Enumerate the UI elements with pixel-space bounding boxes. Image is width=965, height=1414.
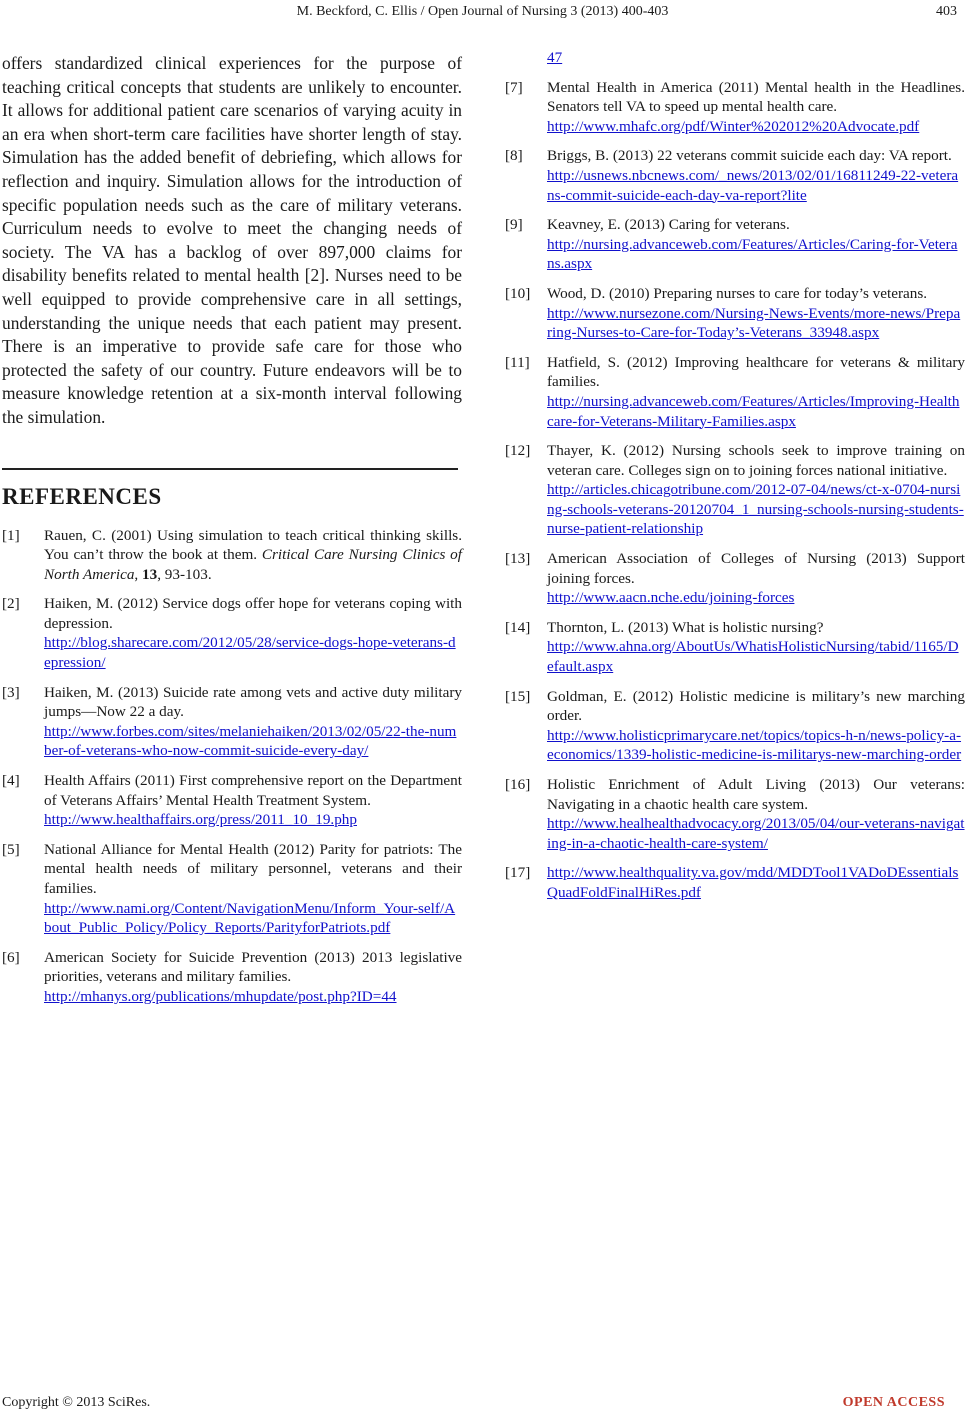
reference-text: Health Affairs (2011) First comprehensive report on the Department of Veterans Affairs’ Mental Health Treatment System. xyxy=(44,772,462,809)
reference-text: Thayer, K. (2012) Nursing schools seek to improve training on veteran care. Colleges sign on to joining forces national initiative. xyxy=(547,442,965,479)
reference-text: American Association of Colleges of Nursing (2013) Support joining forces. xyxy=(547,550,965,587)
reference-text: Wood, D. (2010) Preparing nurses to care for today’s veterans. xyxy=(547,284,928,302)
reference-link[interactable]: http://www.nami.org/Content/NavigationMenu/Inform_Your-self/About_Public_Policy/Policy_Reports/ParityforPatriots.pdf xyxy=(44,899,456,937)
reference-item xyxy=(505,353,965,431)
reference-body xyxy=(547,441,965,539)
reference-item xyxy=(2,840,462,938)
reference-body xyxy=(547,146,965,205)
reference-body xyxy=(547,284,965,343)
reference-item xyxy=(505,687,965,765)
reference-number: [15] xyxy=(505,687,531,705)
journal-volume: 13 xyxy=(142,565,158,583)
reference-body xyxy=(547,618,965,677)
body-paragraph: offers standardized clinical experiences for the purpose of teaching critical concepts that students are unlikely to encounter. It allows for additional patient care scenarios of varying acuity in an era when short-term care facilities have shorter length of stay. Simulation has the added benefit of debriefing, which allows for reflection and inquiry. Simulation allows for the introduction of specific population needs such as the care of military veterans. Curriculum needs to evolve to meet the changing needs of society. The VA has a backlog of over 897,000 claims for disability benefits related to mental health [2]. Nurses need to be well equipped to provide comprehensive care in all settings, understanding the unique needs that each patient may present. There is an imperative to provide safe care for those who protected the safety of our country. Future endeavors will be to measure knowledge retention at a six-month interval following the simulation. xyxy=(2,53,462,427)
reference-item xyxy=(505,775,965,853)
reference-link[interactable]: http://www.ahna.org/AboutUs/WhatisHolisticNursing/tabid/1165/Default.aspx xyxy=(547,638,959,676)
reference-item xyxy=(505,215,965,274)
reference-item xyxy=(505,441,965,539)
reference-body xyxy=(547,687,965,765)
reference-link[interactable]: http://www.healthaffairs.org/press/2011_10_19.php xyxy=(44,811,357,829)
reference-link[interactable]: http://articles.chicagotribune.com/2012-07-04/news/ct-x-0704-nursing-schools-veterans-20120704_1_nursing-schools-nursing-students-nurse-patient-relationship xyxy=(547,481,964,538)
reference-body xyxy=(44,840,462,938)
reference-number: [4] xyxy=(2,772,20,790)
reference-body xyxy=(44,683,462,761)
reference-item xyxy=(2,594,462,672)
reference-number: [12] xyxy=(505,442,531,460)
running-header xyxy=(0,0,965,24)
reference-item xyxy=(2,683,462,761)
reference-item xyxy=(505,78,965,137)
reference-item xyxy=(505,284,965,343)
reference-item xyxy=(505,863,965,902)
reference-text: Goldman, E. (2012) Holistic medicine is military’s new marching order. xyxy=(547,687,965,725)
left-column xyxy=(2,52,462,1017)
references-list-right xyxy=(505,78,965,903)
reference-number: [9] xyxy=(505,216,523,234)
section-divider xyxy=(2,468,458,470)
reference-text: Keavney, E. (2013) Caring for veterans. xyxy=(547,216,790,234)
reference-item xyxy=(2,948,462,1007)
reference-text: Haiken, M. (2012) Service dogs offer hope for veterans coping with depression. xyxy=(44,595,462,632)
reference-link-continuation[interactable]: 47 xyxy=(547,49,563,66)
page-footer xyxy=(2,1394,945,1412)
running-head-title: M. Beckford, C. Ellis / Open Journal of Nursing 3 (2013) 400-403 xyxy=(296,4,669,19)
reference-item xyxy=(505,618,965,677)
reference-body xyxy=(547,549,965,608)
reference-text: Hatfield, S. (2012) Improving healthcare for veterans & military families. xyxy=(547,353,965,391)
reference-number: [7] xyxy=(505,78,523,96)
page-number: 403 xyxy=(936,4,957,19)
reference-text: Rauen, C. (2001) Using simulation to teach critical thinking skills. You can’t throw the book at them. Critical Care Nursing Clinics of North America, 13, 93-103. xyxy=(44,526,462,583)
reference-number: [2] xyxy=(2,595,20,613)
reference-body xyxy=(547,863,965,902)
reference-link[interactable]: http://www.aacn.nche.edu/joining-forces xyxy=(547,589,795,607)
reference-number: [17] xyxy=(505,864,531,882)
reference-text: Thornton, L. (2013) What is holistic nursing? xyxy=(547,618,824,636)
reference-number: [5] xyxy=(2,840,20,858)
reference-text: Haiken, M. (2013) Suicide rate among vets and active duty military jumps—Now 22 a day. xyxy=(44,683,462,721)
reference-link[interactable]: http://www.holisticprimarycare.net/topics/topics-h-n/news-policy-a-economics/1339-holistic-medicine-is-militarys-new-marching-order xyxy=(547,726,962,764)
reference-body xyxy=(547,78,965,137)
journal-title: Critical Care Nursing Clinics of North America xyxy=(44,546,462,583)
reference-text: National Alliance for Mental Health (2012) Parity for patriots: The mental health needs of military personnel, veterans and their families. xyxy=(44,840,462,897)
reference-number: [1] xyxy=(2,526,20,544)
reference-number: [11] xyxy=(505,353,530,371)
reference-link[interactable]: http://nursing.advanceweb.com/Features/Articles/Caring-for-Veterans.aspx xyxy=(547,235,958,273)
reference-item xyxy=(2,771,462,830)
reference-item xyxy=(2,526,462,585)
reference-link[interactable]: http://nursing.advanceweb.com/Features/Articles/Improving-Healthcare-for-Veterans-Military-Families.aspx xyxy=(547,392,960,430)
reference-text: American Society for Suicide Prevention (2013) 2013 legislative priorities, veterans and military families. xyxy=(44,948,462,986)
reference-link[interactable]: http://mhanys.org/publications/mhupdate/post.php?ID=44 xyxy=(44,987,397,1005)
reference-number: [3] xyxy=(2,683,20,701)
reference-link[interactable]: http://www.healthquality.va.gov/mdd/MDDTool1VADoDEssentialsQuadFoldFinalHiRes.pdf xyxy=(547,864,959,901)
open-access-label: OPEN ACCESS xyxy=(842,1395,945,1410)
reference-number: [16] xyxy=(505,776,531,793)
reference-body xyxy=(547,775,965,853)
reference-link[interactable]: http://blog.sharecare.com/2012/05/28/service-dogs-hope-veterans-depression/ xyxy=(44,634,456,672)
reference-link[interactable]: http://www.mhafc.org/pdf/Winter%202012%20Advocate.pdf xyxy=(547,117,920,135)
reference-body xyxy=(547,353,965,431)
reference-text: Holistic Enrichment of Adult Living (2013) Our veterans: Navigating in a chaotic health care system. xyxy=(547,776,965,813)
right-column xyxy=(505,48,965,913)
reference-text: Mental Health in America (2011) Mental health in the Headlines. Senators tell VA to speed up mental health care. xyxy=(547,78,965,116)
reference-number: [6] xyxy=(2,948,20,966)
reference-link[interactable]: http://www.nursezone.com/Nursing-News-Events/more-news/Preparing-Nurses-to-Care-for-Today’s-Veterans_33948.aspx xyxy=(547,304,961,342)
references-list-left xyxy=(2,594,462,1006)
reference-text: Briggs, B. (2013) 22 veterans commit suicide each day: VA report. xyxy=(547,147,952,165)
reference-number: [8] xyxy=(505,147,523,165)
reference-link[interactable]: http://www.healhealthadvocacy.org/2013/05/04/our-veterans-navigating-in-a-chaotic-health-care-system/ xyxy=(547,815,965,852)
reference-item xyxy=(505,146,965,205)
reference-body xyxy=(547,215,965,274)
reference-link[interactable]: http://www.forbes.com/sites/melaniehaiken/2013/02/05/22-the-number-of-veterans-who-now-commit-suicide-every-day/ xyxy=(44,722,457,760)
references-heading: REFERENCES xyxy=(2,483,162,509)
reference-number: [13] xyxy=(505,550,531,568)
reference-number: [14] xyxy=(505,618,531,636)
reference-body xyxy=(44,771,462,830)
copyright-notice: Copyright © 2013 SciRes. xyxy=(2,1395,151,1410)
reference-body xyxy=(44,948,462,1007)
reference-link[interactable]: http://usnews.nbcnews.com/_news/2013/02/01/16811249-22-veterans-commit-suicide-each-day-va-report?lite xyxy=(547,166,959,204)
reference-item xyxy=(505,549,965,608)
reference-number: [10] xyxy=(505,284,531,302)
reference-body xyxy=(44,594,462,672)
